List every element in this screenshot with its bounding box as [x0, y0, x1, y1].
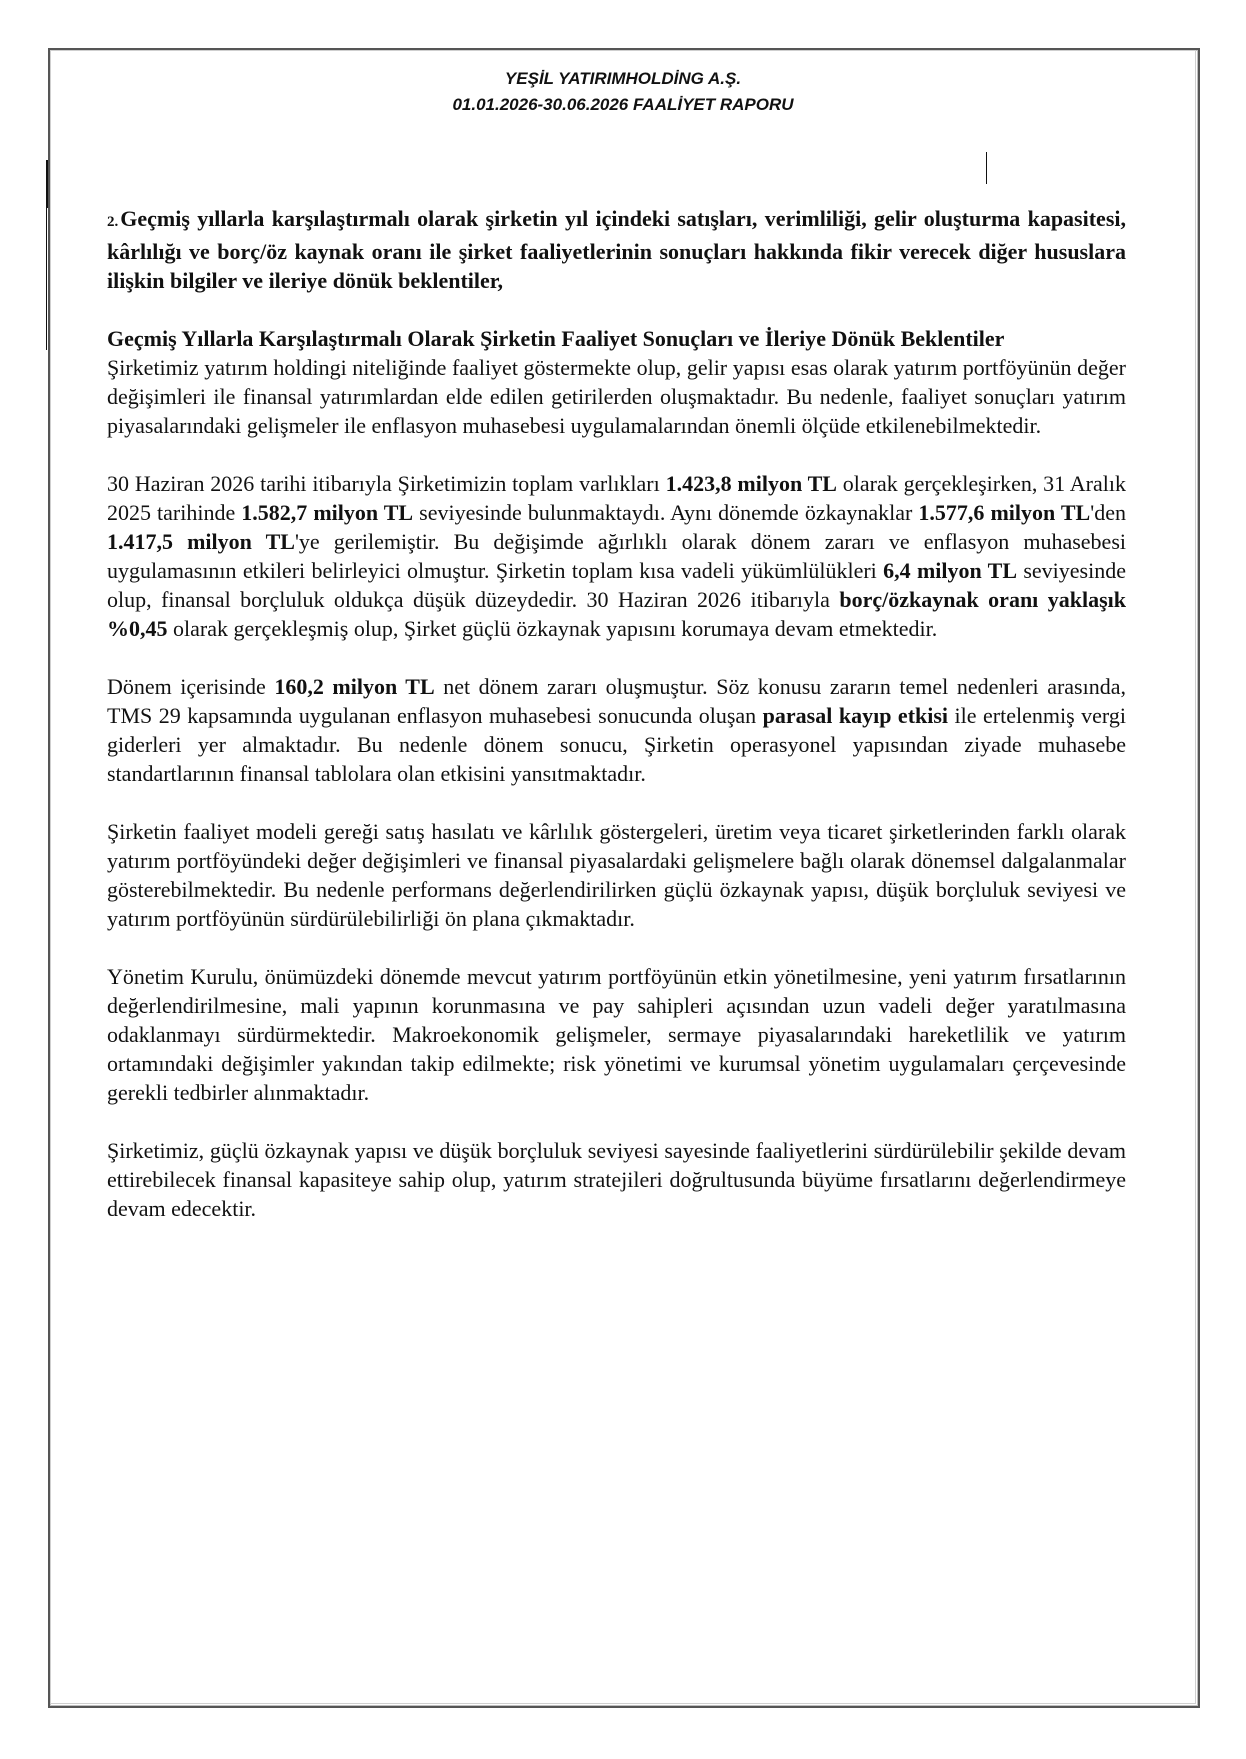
- total-assets-2025: 1.582,7 milyon TL: [241, 500, 414, 525]
- equity-2025: 1.577,6 milyon TL: [918, 500, 1091, 525]
- text-run: Dönem içerisinde: [107, 674, 275, 699]
- text-run: seviyesinde bulunmaktaydı. Aynı dönemde özkaynaklar: [413, 500, 919, 525]
- net-loss-amount: 160,2 milyon TL: [274, 674, 435, 699]
- paragraph-business-model: Şirketin faaliyet modeli gereği satış hasılatı ve kârlılık göstergeleri, üretim veya ticaret şirketlerinden farklı olarak yatırım portföyündeki değer değişimleri ve finansal piyasalardaki gelişmelere bağlı olarak dönemsel dalgalanmalar gösterebilmektedir. Bu nedenle performans değerlendirilirken güçlü özkaynak yapısı, düşük borçluluk seviyesi ve yatırım portföyünün sürdürülebilirliği ön plana çıkmaktadır.: [107, 819, 1126, 931]
- paragraph-conclusion: Şirketimiz, güçlü özkaynak yapısı ve düşük borçluluk seviyesi sayesinde faaliyetlerini sürdürülebilir şekilde devam ettirebilecek finansal kapasiteye sahip olup, yatırım stratejileri doğrultusunda büyüme fırsatlarını değerlendirmeye devam edecektir.: [107, 1138, 1126, 1221]
- question-heading: [107, 204, 1126, 295]
- monetary-loss-effect: parasal kayıp etkisi: [762, 703, 949, 728]
- paragraph-board-outlook: Yönetim Kurulu, önümüzdeki dönemde mevcut yatırım portföyünün etkin yönetilmesine, yeni yatırım fırsatlarının değerlendirilmesine, mali yapının korunmasına ve pay sahipleri açısından uzun vadeli değer yaratılmasına odaklanmayı sürdürmektedir. Makroekonomik gelişmeler, sermaye piyasalarındaki hareketlilik ve yatırım ortamındaki değişimler yakından takip edilmekte; risk yönetimi ve kurumsal yönetim uygulamaları çerçevesinde gerekli tedbirler alınmaktadır.: [107, 964, 1126, 1105]
- text-run: net dönem zararı oluşmuştur. Söz konusu zararın temel nedenleri arasında, TMS 29 kapsamında uygulanan enflasyon muhasebesi sonucunda oluşan: [107, 674, 1126, 728]
- question-number: 2.: [107, 214, 119, 230]
- cursor-mark-right: [986, 152, 987, 184]
- text-run: ile ertelenmiş vergi giderleri yer almaktadır. Bu nedenle dönem sonucu, Şirketin operasyonel yapısından ziyade muhasebe standartlarının finansal tablolara olan etkisini yansıtmaktadır.: [107, 703, 1126, 786]
- text-run: 'den: [1090, 500, 1126, 525]
- paragraph-net-loss: [107, 672, 1126, 788]
- text-run: olarak gerçekleşmiş olup, Şirket güçlü özkaynak yapısını korumaya devam etmektedir.: [167, 616, 938, 641]
- section-title: Geçmiş Yıllarla Karşılaştırmalı Olarak Şirketin Faaliyet Sonuçları ve İleriye Dönük Beklentiler: [107, 326, 1005, 351]
- company-name: YEŞİL YATIRIMHOLDİNG A.Ş.: [504, 69, 742, 88]
- text-run: 30 Haziran 2026 tarihi itibarıyla Şirketimizin toplam varlıkları: [107, 471, 666, 496]
- equity-2026: 1.417,5 milyon TL: [107, 529, 295, 554]
- total-assets-2026: 1.423,8 milyon TL: [665, 471, 837, 496]
- document-body: [107, 204, 1126, 1223]
- report-header: [0, 66, 1246, 118]
- debt-equity-ratio: borç/özkaynak oranı yaklaşık %0,45: [107, 587, 1127, 641]
- report-period: 01.01.2026-30.06.2026 FAALİYET RAPORU: [452, 95, 794, 114]
- short-term-liabilities: 6,4 milyon TL: [883, 558, 1018, 583]
- question-text: Geçmiş yıllarla karşılaştırmalı olarak şirketin yıl içindeki satışları, verimliliği, gelir oluşturma kapasitesi, kârlılığı ve borç/öz kaynak oranı ile şirket faaliyetlerinin sonuçları hakkında fikir verecek diğer hususlara ilişkin bilgiler ve ileriye dönük beklentiler,: [107, 206, 1126, 293]
- text-run: 'ye gerilemiştir. Bu değişimde ağırlıklı olarak dönem zararı ve enflasyon muhasebesi uygulamasının etkileri belirleyici olmuştur. Şirketin toplam kısa vadeli yükümlülükleri: [107, 529, 1126, 583]
- paragraph-intro: Şirketimiz yatırım holdingi niteliğinde faaliyet göstermekte olup, gelir yapısı esas olarak yatırım portföyünün değer değişimleri ile finansal yatırımlardan elde edilen getirilerden oluşmaktadır. Bu nedenle, faaliyet sonuçları yatırım piyasalarındaki gelişmeler ile enflasyon muhasebesi uygulamalarından önemli ölçüde etkilenebilmektedir.: [107, 355, 1126, 438]
- margin-mark-left-long: [46, 190, 47, 350]
- paragraph-financials: [107, 469, 1126, 643]
- text-run: olarak gerçekleşirken, 31 Aralık 2025 tarihinde: [107, 471, 1126, 525]
- text-run: seviyesinde olup, finansal borçluluk oldukça düşük düzeydedir. 30 Haziran 2026 itibarıyla: [107, 558, 1126, 612]
